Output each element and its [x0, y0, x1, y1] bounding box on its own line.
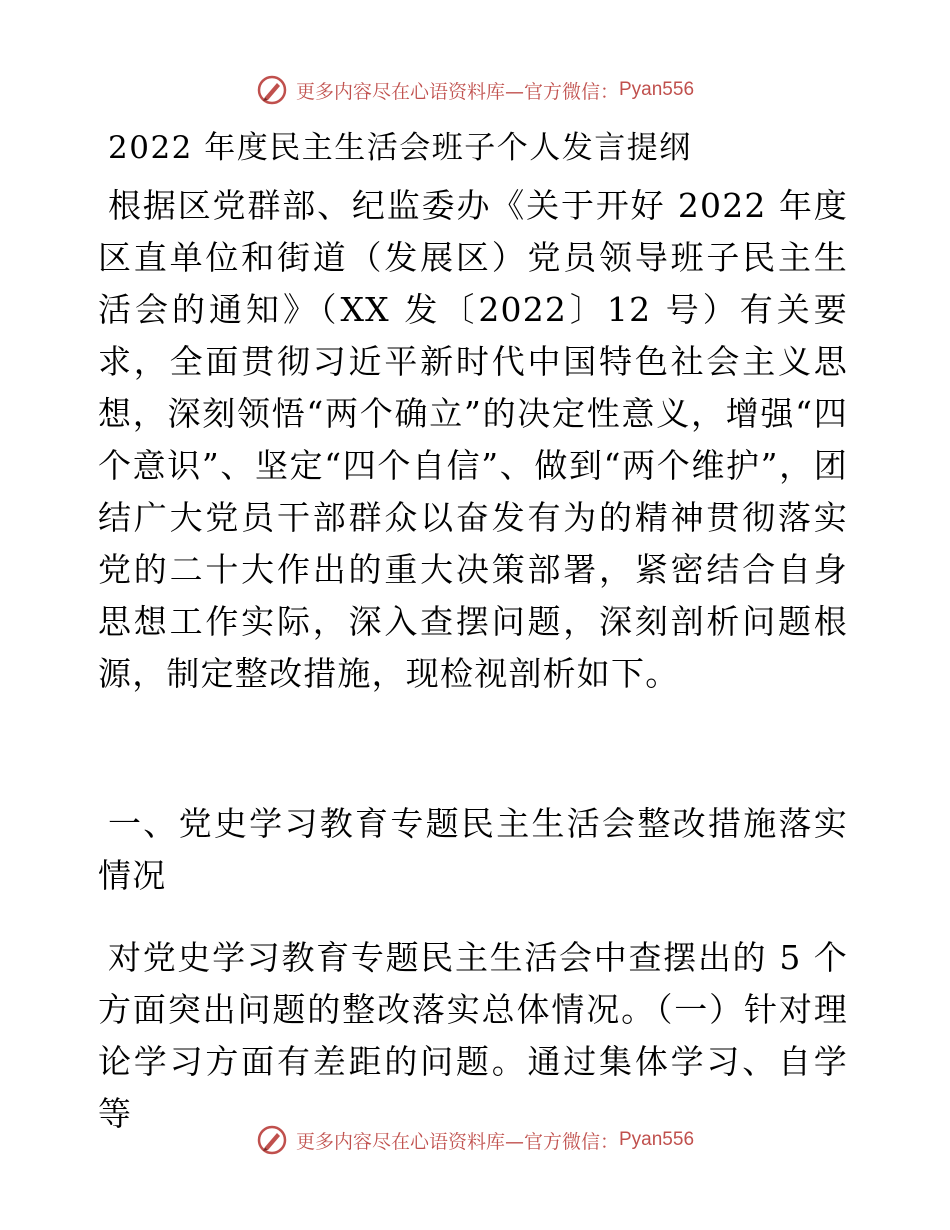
watermark-wechat-id: Pyan556 [619, 1129, 695, 1150]
section-heading: 一、党史学习教育专题民主生活会整改措施落实情况 [98, 804, 848, 895]
watermark-text: 更多内容尽在心语资料库—官方微信： [295, 80, 619, 103]
document-title: 2022 年度民主生活会班子个人发言提纲 [108, 130, 692, 166]
watermark-text: 更多内容尽在心语资料库—官方微信： [295, 1130, 619, 1153]
watermark-banner-bottom [0, 1118, 950, 1162]
watermark-banner-top [0, 68, 950, 112]
section-paragraph: 对党史学习教育专题民主生活会中查摆出的 5 个方面突出问题的整改落实总体情况。（一）针对理论学习方面有差距的问题。通过集体学习、自学等 [98, 938, 848, 1133]
watermark-wechat-id: Pyan556 [619, 79, 695, 100]
pen-logo-icon [256, 1124, 288, 1156]
pen-logo-icon [256, 74, 288, 106]
intro-paragraph: 根据区党群部、纪监委办《关于开好 2022 年度区直单位和街道（发展区）党员领导班子民主生活会的通知》（XX 发〔2022〕12 号）有关要求，全面贯彻习近平新时代中国特色社会主义思想，深刻领悟“两个确立”的决定性意义，增强“四个意识”、坚定“四个自信”、做到“两个维护”，团结广大党员干部群众以奋发有为的精神贯彻落实党的二十大作出的重大决策部署，紧密结合自身思想工作实际，深入查摆问题，深刻剖析问题根源，制定整改措施，现检视剖析如下。 [98, 186, 848, 693]
